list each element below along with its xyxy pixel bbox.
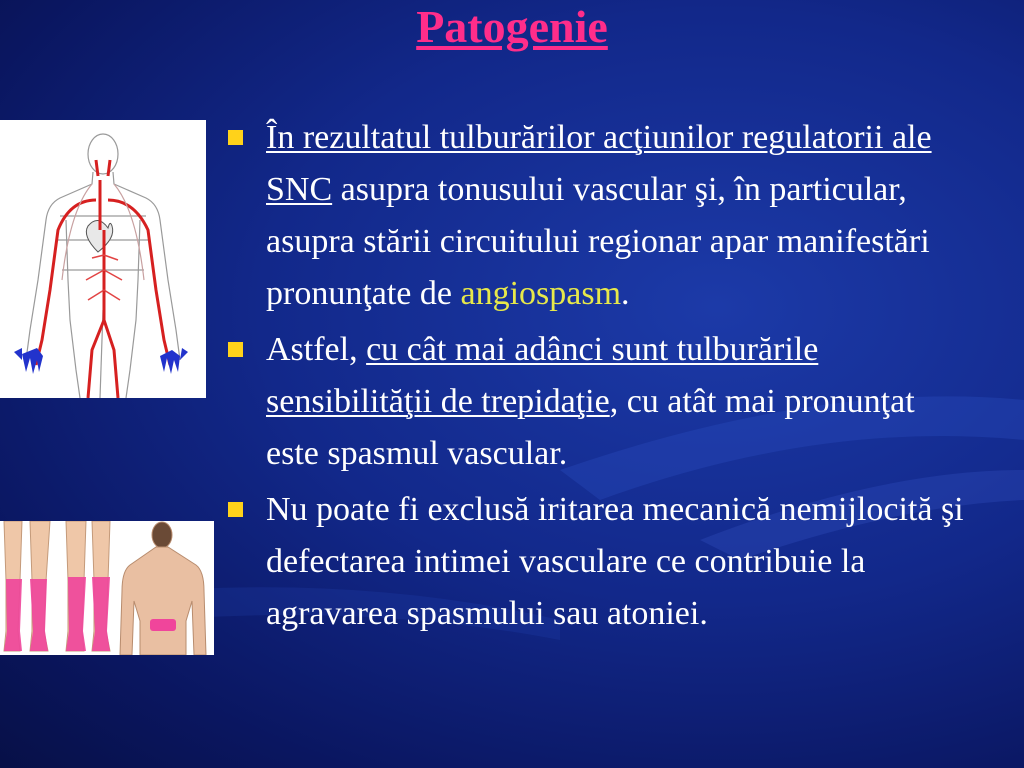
bullet-square-icon (228, 502, 243, 517)
bullet-text (266, 119, 932, 312)
bullet-item (228, 324, 968, 480)
bullet-square-icon (228, 342, 243, 357)
bullet-segment-normal: Astfel, (266, 331, 367, 368)
bullet-item (228, 112, 968, 320)
bullet-list (228, 112, 968, 644)
bullet-segment-normal: . (621, 275, 630, 312)
bullet-segment-normal: asupra tonusului vascular şi, în particular, asupra stării circuitului regionar apar manifestări pronunţate de (266, 171, 930, 312)
sensory-disturbance-illustration-icon (0, 521, 214, 655)
bullet-text (266, 491, 964, 632)
bullet-segment-normal: Nu poate fi exclusă iritarea mecanică nemijlocită şi defectarea intimei vasculare ce contribuie la agravarea spasmului sau atoniei. (266, 491, 964, 632)
bullet-segment-underline: cu cât mai adânci sunt tulburările sensibilităţii de trepidaţie (266, 331, 819, 420)
bullet-segment-underline: În rezultatul tulburărilor acţiunilor regulatorii ale SNC (266, 119, 932, 208)
anatomy-circulatory-illustration-icon (0, 120, 206, 398)
sensory-disturbance-image (0, 521, 214, 655)
bullet-text (266, 331, 915, 472)
bullet-segment-highlight: angiospasm (460, 275, 622, 312)
bullet-segment-normal: , cu atât mai pronunţat este spasmul vascular. (266, 383, 915, 472)
anatomy-circulatory-image (0, 120, 206, 398)
bullet-square-icon (228, 130, 243, 145)
slide-title: Patogenie (416, 1, 608, 52)
bullet-item (228, 484, 968, 640)
